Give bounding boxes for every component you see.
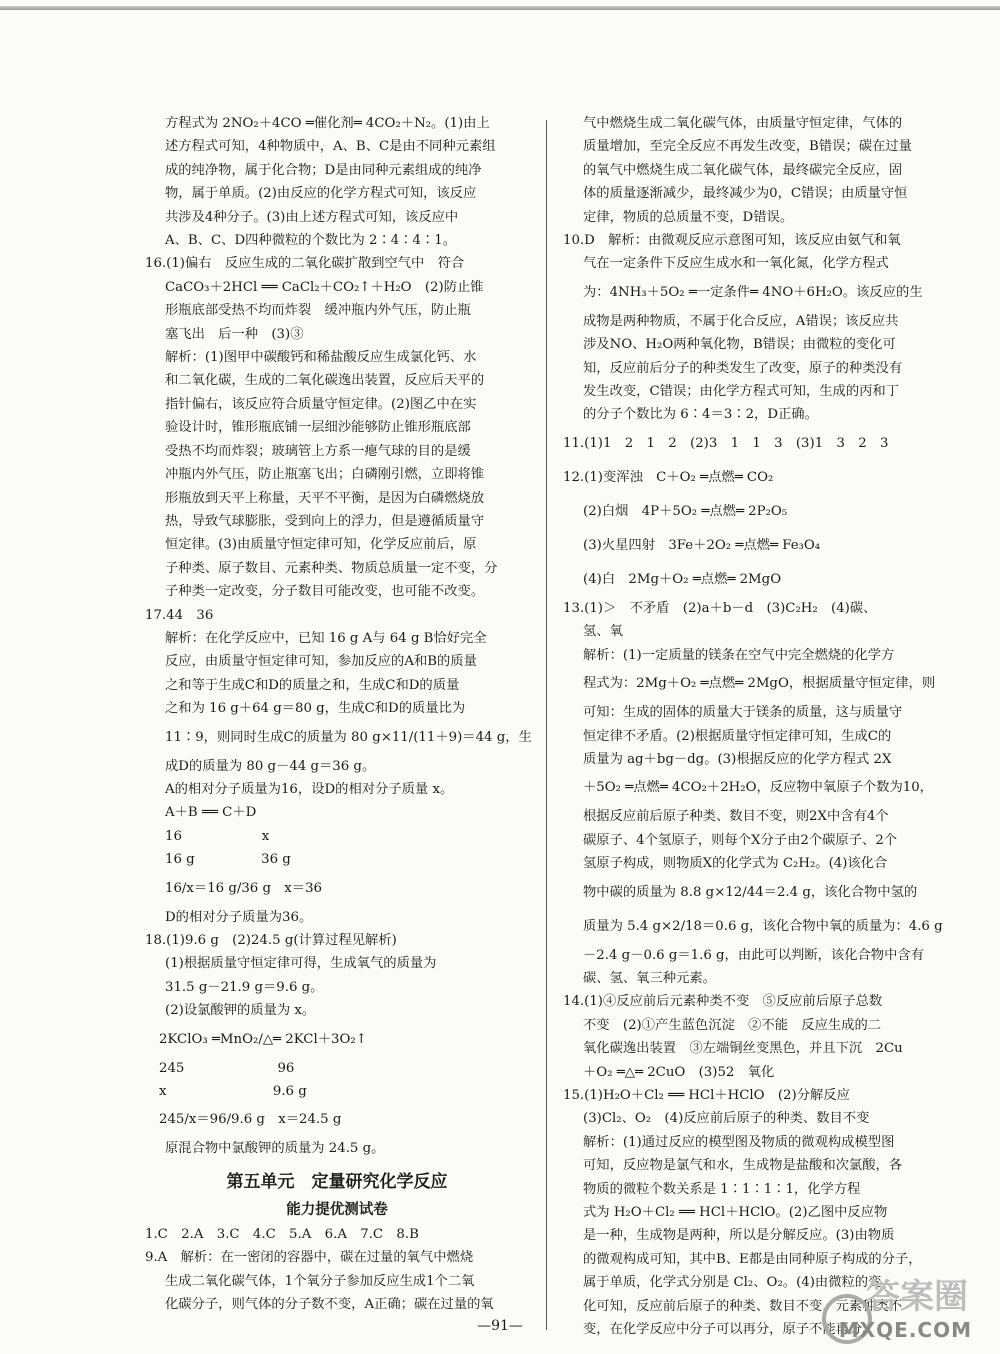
answer-14: 14.(1)④反应前后元素种类不变 ⑤反应前后原子总数 [563, 994, 883, 1010]
text-line: 根据反应前后原子种类、数目不变，则2X中含有4个 [583, 809, 889, 825]
text-line: 2KClO₃ ═MnO₂/△═ 2KCl＋3O₂↑ [159, 1031, 367, 1047]
watermark-url: MXQE.COM [838, 1318, 972, 1342]
text-line: 原混合物中氯酸钾的质量为 24.5 g。 [165, 1141, 385, 1157]
text-line: 子种类一定改变，分子数目可能改变，也可能不改变。 [165, 584, 485, 600]
column-divider [546, 120, 547, 1330]
text-line: 和二氧化碳，生成的二氧化碳逸出装置，反应后天平的 [165, 373, 485, 389]
text-line: (3)Cl₂、O₂ (4)反应前后原子的种类、数目不变 [583, 1111, 870, 1127]
text-line: 体的质量逐渐减少，最终减少为0，C错误；由质量守恒 [583, 186, 908, 202]
text-line: 质量为 ag＋bg－dg。(3)根据反应的化学方程式 2X [583, 751, 892, 767]
text-line: 验设计时，锥形瓶底铺一层细沙能够防止锥形瓶底部 [165, 420, 471, 436]
text-line: 冲瓶内外气压，防止瓶塞飞出；白磷刚引燃，立即将锥 [165, 467, 485, 483]
text-line: 指针偏右，该反应符合质量守恒定律。(2)图乙中在实 [165, 396, 477, 412]
answer-17: 17.44 36 [145, 607, 214, 623]
text-line: 的微观构成可知，其中B、E都是由同种原子构成的分子， [583, 1251, 922, 1267]
text-line: (1)根据质量守恒定律可得，生成氧气的质量为 [165, 956, 437, 972]
text-line: 化碳分子，则气体的分子数不变，A正确；碳在过量的氧 [165, 1297, 494, 1313]
text-line: 质量为 5.4 g×2/18＝0.6 g，该化合物中氧的质量为：4.6 g [583, 918, 943, 934]
text-line: 16/x＝16 g/36 g x＝36 [165, 880, 323, 896]
text-line: 之和为 16 g＋64 g＝80 g，生成C和D的质量比为 [165, 701, 466, 717]
text-line: 形瓶底部受热不均而炸裂 缓冲瓶内外气压，防止瓶 [165, 303, 471, 319]
text-line: 成D的质量为 80 g－44 g＝36 g。 [165, 758, 376, 774]
text-line: 共涉及4种分子。(3)由上述方程式可知，该反应中 [165, 209, 459, 225]
page-number: —91— [477, 1318, 523, 1334]
text-line: 变，在化学反应中分子可以再分，原子不能再分。 [583, 1322, 876, 1338]
watermark-text: 答案圈 [866, 1277, 968, 1317]
text-line: 不变 (2)①产生蓝色沉淀 ②不能 反应生成的二 [583, 1017, 882, 1033]
text-line: x 9.6 g [159, 1084, 307, 1100]
text-line: 为：4NH₃＋5O₂ ═一定条件═ 4NO＋6H₂O。该反应的生 [583, 284, 923, 300]
text-line: D的相对分子质量为36。 [165, 909, 313, 925]
text-line: 氢原子构成，则物质X的化学式为 C₂H₂。(4)该化合 [583, 856, 888, 872]
text-line: (3)火星四射 3Fe＋2O₂ ═点燃═ Fe₃O₄ [583, 537, 821, 553]
text-line: 属于单质，化学式分别是 Cl₂、O₂。(4)由微粒的变 [583, 1275, 882, 1291]
text-line: 解析：(1)图甲中碳酸钙和稀盐酸反应生成氯化钙、水 [165, 350, 477, 366]
section-title: 第五单元 定量研究化学反应 [226, 1171, 448, 1192]
answer-15: 15.(1)H₂O＋Cl₂ ══ HCl＋HClO (2)分解反应 [563, 1087, 850, 1103]
top-border [0, 6, 1000, 10]
text-line: 的分子个数比为 6∶4＝3∶2，D正确。 [583, 407, 818, 423]
text-line: 245 96 [159, 1060, 295, 1076]
text-line: 解析：在化学反应中，已知 16 g A与 64 g B恰好完全 [165, 630, 487, 646]
text-line: 是一种，生成物是两种，所以是分解反应。(3)由物质 [583, 1228, 895, 1244]
text-line: 碳原子、4个氢原子，则每个X分子由2个碳原子、2个 [583, 832, 898, 848]
sub-title: 能力提优测试卷 [286, 1200, 388, 1218]
text-line: 恒定律不矛盾。(2)根据质量守恒定律可知，生成C的 [583, 728, 892, 744]
text-line: ＋5O₂ ═点燃═ 4CO₂＋2H₂O，反应物中氧原子个数为10， [583, 780, 933, 796]
text-line: 之和等于生成C和D的质量之和，生成C和D的质量 [165, 677, 460, 693]
text-line: 知，反应前后分子的种类发生了改变，原子的种类没有 [583, 360, 903, 376]
text-line: 245/x＝96/9.6 g x＝24.5 g [159, 1112, 342, 1128]
text-line: 气在一定条件下反应生成水和一氧化氮，化学方程式 [583, 256, 889, 272]
text-line: 方程式为 2NO₂＋4CO ═催化剂═ 4CO₂＋N₂。(1)由上 [165, 116, 490, 131]
text-line: A、B、C、D四种微粒的个数比为 2∶4∶4∶1。 [165, 233, 457, 249]
text-line: 气中燃烧生成二氧化碳气体，由质量守恒定律，气体的 [583, 116, 903, 131]
text-line: (2)设氯酸钾的质量为 x。 [165, 1003, 316, 1019]
text-line: 生成二氧化碳气体，1个氧分子参加反应生成1个二氧 [165, 1273, 475, 1289]
answer-9: 9.A 解析：在一密闭的容器中，碳在过量的氧气中燃烧 [145, 1250, 474, 1266]
answers-1-8: 1.C 2.A 3.C 4.C 5.A 6.A 7.C 8.B [145, 1226, 419, 1242]
text-line: 发生改变，C错误；由化学方程式可知，生成的丙和丁 [583, 384, 900, 400]
text-line: A的相对分子质量为16，设D的相对分子质量 x。 [165, 781, 454, 797]
text-line: 物质的微粒个数关系是 1∶1∶1∶1，化学方程 [583, 1181, 861, 1197]
answer-11: 11.(1)1 2 1 2 (2)3 1 1 3 (3)1 3 2 3 [563, 435, 889, 451]
text-line: A＋B ══ C＋D [165, 805, 257, 821]
text-line: 化可知，反应前后原子的种类、数目不变，元素种类不 [583, 1298, 903, 1314]
text-line: (4)白 2Mg＋O₂ ═点燃═ 2MgO [583, 571, 782, 587]
text-line: 31.5 g－21.9 g＝9.6 g。 [165, 979, 324, 995]
text-line: 述方程式可知，4种物质中，A、B、C是由不同种元素组 [165, 139, 496, 155]
text-line: 热，导致气球膨胀，受到向上的浮力，但是遵循质量守 [165, 513, 485, 529]
right-column [563, 112, 963, 1341]
text-line: (2)白烟 4P＋5O₂ ═点燃═ 2P₂O₅ [583, 503, 788, 519]
left-column [145, 112, 532, 1316]
text-line: 可知：生成的固体的质量大于镁条的质量，这与质量守 [583, 705, 903, 721]
text-line: 11∶9，则同时生成C的质量为 80 g×11/(11＋9)＝44 g，生 [165, 729, 532, 745]
text-line: CaCO₃＋2HCl ══ CaCl₂＋CO₂↑＋H₂O (2)防止锥 [165, 279, 484, 295]
text-line: 可知，反应物是氯气和水，生成物是盐酸和次氯酸，各 [583, 1158, 903, 1174]
answer-13: 13.(1)＞ 不矛盾 (2)a＋b－d (3)C₂H₂ (4)碳、 [563, 600, 877, 616]
text-line: 定律，物质的总质量不变，D错误。 [583, 209, 794, 225]
answer-10: 10.D 解析：由微观反应示意图可知，该反应由氨气和氧 [563, 233, 901, 249]
text-line: 程式为：2Mg＋O₂ ═点燃═ 2MgO，根据质量守恒定律，则 [583, 676, 936, 692]
text-line: 成的纯净物，属于化合物；D是由同种元素组成的纯净 [165, 162, 482, 178]
text-line: 成物是两种物质，不属于化合反应，A错误；该反应共 [583, 313, 899, 329]
text-line: 的氧气中燃烧生成二氧化碳气体，最终碳完全反应，固 [583, 162, 903, 178]
text-line: 式为 H₂O＋Cl₂ ══ HCl＋HClO。(2)乙图中反应物 [583, 1205, 888, 1220]
answer-12: 12.(1)变浑浊 C＋O₂ ═点燃═ CO₂ [563, 469, 774, 485]
text-line: 受热不均而炸裂；玻璃管上方系一瘪气球的目的是缓 [165, 443, 471, 459]
text-line: 质量增加，至完全反应不再发生改变，B错误；碳在过量 [583, 139, 912, 155]
text-line: 碳、氢、氧三种元素。 [583, 970, 716, 986]
text-line: 子种类、原子数目、元素种类、物质总质量一定不变，分 [165, 560, 498, 576]
answer-16: 16.(1)偏右 反应生成的二氧化碳扩散到空气中 符合 [145, 256, 465, 272]
text-line: 物中碳的质量为 8.8 g×12/44＝2.4 g，该化合物中氢的 [583, 884, 918, 900]
text-line: 涉及NO、H₂O两种氧化物，B错误；由微粒的变化可 [583, 337, 896, 353]
text-line: 解析：(1)一定质量的镁条在空气中完全燃烧的化学方 [583, 647, 895, 663]
text-line: ＋O₂ ═△═ 2CuO (3)52 氧化 [583, 1064, 775, 1080]
text-line: 氧化碳逸出装置 ③左端铜丝变黑色，并且下沉 2Cu [583, 1041, 903, 1057]
text-line: 形瓶放到天平上称量，天平不平衡，是因为白磷燃烧放 [165, 490, 485, 506]
text-line: 16 x [165, 828, 270, 844]
watermark-logo [820, 1278, 990, 1348]
text-line: －2.4 g－0.6 g＝1.6 g，由此可以判断，该化合物中含有 [583, 947, 924, 963]
text-line: 解析：(1)通过反应的模型图及物质的微观构成模型图 [583, 1134, 895, 1150]
text-line: 反应，由质量守恒定律可知，参加反应的A和B的质量 [165, 654, 477, 670]
answer-18: 18.(1)9.6 g (2)24.5 g(计算过程见解析) [145, 933, 397, 948]
text-line: 16 g 36 g [165, 852, 291, 868]
text-line: 恒定律。(3)由质量守恒定律可知，化学反应前后，原 [165, 537, 477, 553]
text-line: 塞飞出 后一种 (3)③ [165, 326, 304, 342]
text-line: 氢、氧 [583, 624, 623, 640]
text-line: 物，属于单质。(2)由反应的化学方程式可知，该反应 [165, 186, 477, 202]
